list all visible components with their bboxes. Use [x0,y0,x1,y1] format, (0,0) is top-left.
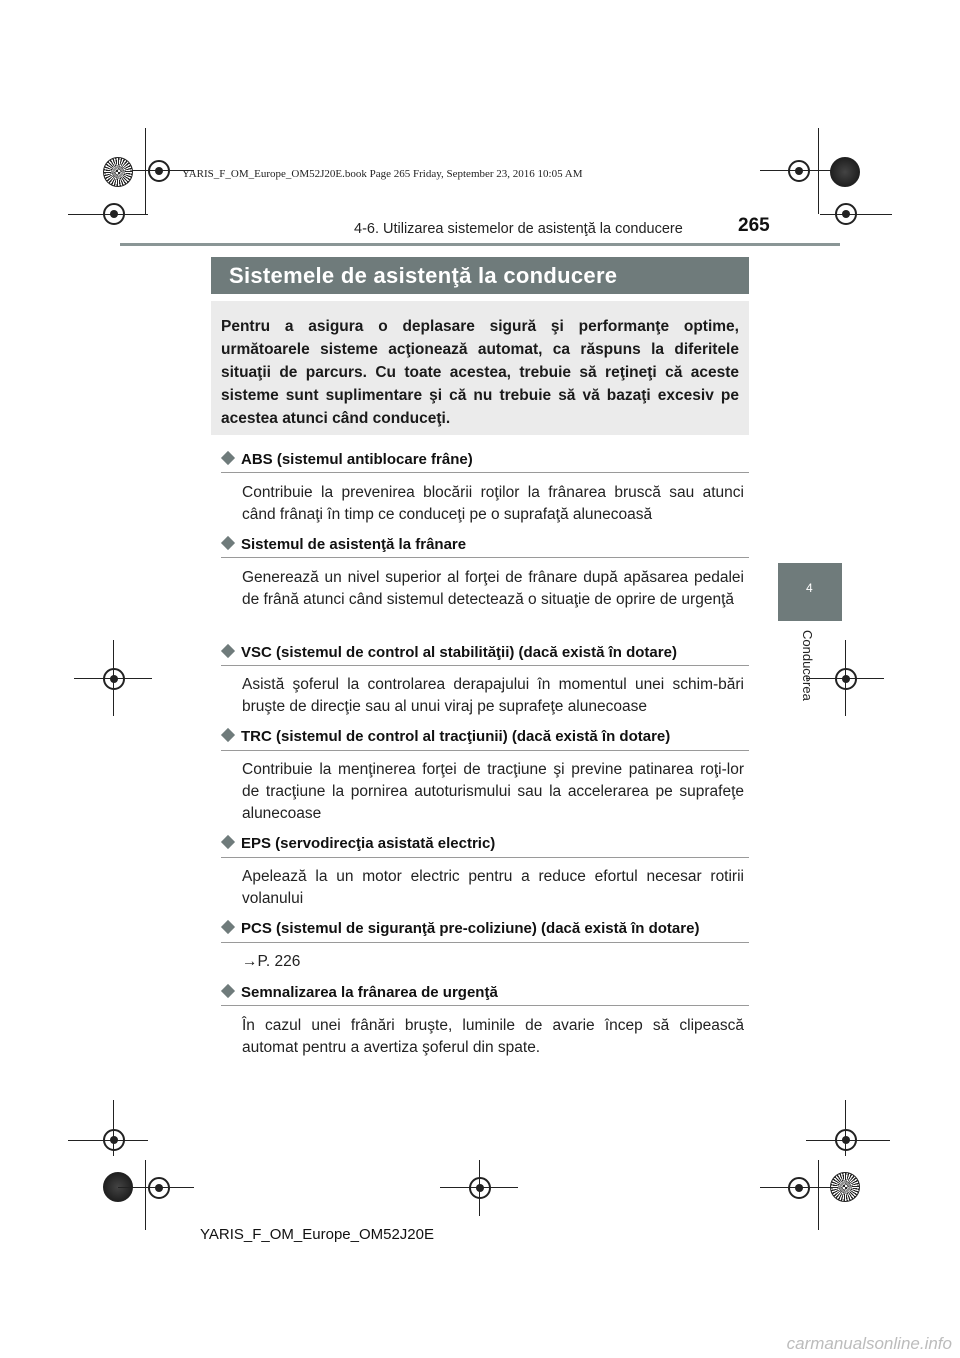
registration-mark-icon [103,1129,125,1151]
item-body: Contribuie la prevenirea blocării roţilor la frânarea bruscă sau atunci când frânaţi în timp ce conduceţi pe o suprafaţă alunecoasă [242,484,744,523]
item-rule [221,665,749,666]
diamond-bullet-icon [221,728,235,742]
header-rule [120,243,840,246]
item-heading: ABS (sistemul antiblocare frâne) [221,451,749,468]
item-heading: EPS (servodirecţia asistată electric) [221,835,749,852]
item-body: Asistă şoferul la controlarea derapajului în momentul unei schim-bări bruşte de direcţie sau al unui viraj pe suprafeţe alunecoase [242,676,744,715]
color-rosette-icon [103,157,133,187]
registration-mark-icon [788,160,810,182]
item-rule [221,750,749,751]
item-heading: TRC (sistemul de control al tracţiunii) (dacă există în dotare) [221,728,749,745]
item-rule [221,857,749,858]
diamond-bullet-icon [221,920,235,934]
item-heading: PCS (sistemul de siguranţă pre-coliziune) (dacă există în dotare) [221,920,749,937]
diamond-bullet-icon [221,536,235,550]
item-body: Apelează la un motor electric pentru a reduce efortul necesar rotirii volanului [242,868,744,907]
intro-text: Pentru a asigura o deplasare sigură şi performanţe optime, următoarele sisteme acţionează automat, ca răspuns la diferitele situaţii de parcurs. Cu toate acestea, trebuie să reţineţi că aceste sisteme sunt suplimentare şi că nu trebuie să vă bazaţi excesiv pe acestea atunci când conduceţi. [221,318,739,427]
section-header: 4-6. Utilizarea sistemelor de asistenţă la conducere [354,221,683,237]
chapter-number: 4 [806,581,813,595]
diamond-bullet-icon [221,451,235,465]
item-heading: VSC (sistemul de control al stabilităţii) (dacă există în dotare) [221,644,749,661]
page-number: 265 [738,215,770,236]
intro-box [211,301,749,435]
page-title: Sistemele de asistenţă la conducere [229,263,618,288]
registration-mark-icon [835,668,857,690]
diamond-bullet-icon [221,835,235,849]
registration-mark-icon [103,203,125,225]
registration-mark-icon [835,1129,857,1151]
title-bar [211,257,749,294]
item-rule [221,557,749,558]
item-rule [221,1005,749,1006]
registration-mark-icon [148,160,170,182]
chapter-label: Conducerea [800,630,815,701]
chapter-tab [778,563,842,621]
registration-mark-icon [148,1177,170,1199]
registration-mark-icon [788,1177,810,1199]
registration-mark-icon [469,1177,491,1199]
registration-mark-icon [103,668,125,690]
item-rule [221,942,749,943]
registration-mark-icon [835,203,857,225]
diamond-bullet-icon [221,644,235,658]
diamond-bullet-icon [221,984,235,998]
book-meta: YARIS_F_OM_Europe_OM52J20E.book Page 265 Friday, September 23, 2016 10:05 AM [182,168,583,180]
item-body: →P. 226 [242,953,301,970]
footer-code: YARIS_F_OM_Europe_OM52J20E [200,1226,435,1243]
color-rosette-icon [830,157,860,187]
watermark: carmanualsonline.info [786,1334,952,1353]
item-body: Generează un nivel superior al forţei de frânare după apăsarea pedalei de frână atunci când sistemul detectează o situaţie de oprire de urgenţă [242,569,744,608]
item-body: În cazul unei frânări bruşte, luminile de avarie încep să clipească automat pentru a avertiza şoferul din spate. [242,1017,744,1056]
item-heading: Semnalizarea la frânarea de urgenţă [221,984,749,1001]
item-heading: Sistemul de asistenţă la frânare [221,536,749,553]
item-body: Contribuie la menţinerea forţei de tracţiune şi previne patinarea roţi-lor de tracţiune la pornirea autoturismului sau la accelerarea pe suprafeţe alunecoase [242,761,744,822]
item-rule [221,472,749,473]
